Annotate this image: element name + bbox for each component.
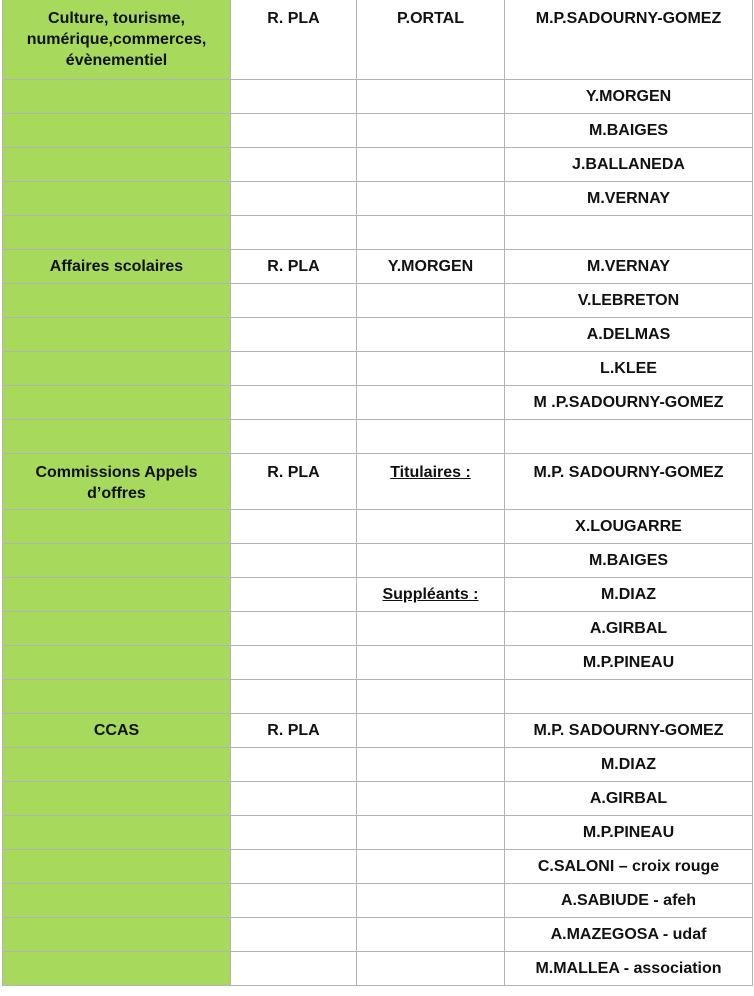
member-cell bbox=[505, 680, 753, 714]
vice-president-cell: Titulaires : bbox=[357, 454, 505, 510]
member-cell: J.BALLANEDA bbox=[505, 148, 753, 182]
vice-president-cell bbox=[357, 182, 505, 216]
member-cell bbox=[505, 216, 753, 250]
table-row bbox=[3, 578, 753, 612]
table-row bbox=[3, 454, 753, 510]
vice-president-cell bbox=[357, 510, 505, 544]
president-cell bbox=[231, 80, 357, 114]
vice-president-cell bbox=[357, 714, 505, 748]
president-cell: R. PLA bbox=[231, 250, 357, 284]
table-row bbox=[3, 646, 753, 680]
member-cell: A.GIRBAL bbox=[505, 612, 753, 646]
member-cell: M.MALLEA - association bbox=[505, 952, 753, 986]
member-cell: M.P.SADOURNY-GOMEZ bbox=[505, 0, 753, 80]
member-cell: L.KLEE bbox=[505, 352, 753, 386]
category-cell bbox=[3, 148, 231, 182]
category-cell bbox=[3, 680, 231, 714]
vice-president-cell bbox=[357, 952, 505, 986]
table-row bbox=[3, 114, 753, 148]
category-cell bbox=[3, 578, 231, 612]
table-row bbox=[3, 884, 753, 918]
president-cell: R. PLA bbox=[231, 714, 357, 748]
president-cell: R. PLA bbox=[231, 0, 357, 80]
member-cell: M.P.PINEAU bbox=[505, 816, 753, 850]
category-cell bbox=[3, 612, 231, 646]
table-row bbox=[3, 952, 753, 986]
table-row bbox=[3, 250, 753, 284]
president-cell bbox=[231, 884, 357, 918]
category-cell bbox=[3, 884, 231, 918]
table-body bbox=[3, 0, 753, 986]
category-cell bbox=[3, 646, 231, 680]
member-cell: M.DIAZ bbox=[505, 578, 753, 612]
vice-president-cell bbox=[357, 884, 505, 918]
member-cell: A.SABIUDE - afeh bbox=[505, 884, 753, 918]
category-cell bbox=[3, 918, 231, 952]
vice-president-cell bbox=[357, 680, 505, 714]
president-cell bbox=[231, 148, 357, 182]
president-cell bbox=[231, 680, 357, 714]
table-row bbox=[3, 918, 753, 952]
vice-president-cell bbox=[357, 318, 505, 352]
category-cell: Commissions Appels d’offres bbox=[3, 454, 231, 510]
category-cell bbox=[3, 782, 231, 816]
category-cell bbox=[3, 284, 231, 318]
president-cell bbox=[231, 850, 357, 884]
vice-president-cell bbox=[357, 918, 505, 952]
president-cell bbox=[231, 612, 357, 646]
member-cell: M .P.SADOURNY-GOMEZ bbox=[505, 386, 753, 420]
member-cell: V.LEBRETON bbox=[505, 284, 753, 318]
president-cell bbox=[231, 510, 357, 544]
member-cell: M.DIAZ bbox=[505, 748, 753, 782]
table-row bbox=[3, 816, 753, 850]
president-cell bbox=[231, 952, 357, 986]
vice-president-cell: P.ORTAL bbox=[357, 0, 505, 80]
vice-president-cell bbox=[357, 544, 505, 578]
vice-president-cell bbox=[357, 816, 505, 850]
member-cell: C.SALONI – croix rouge bbox=[505, 850, 753, 884]
table-row bbox=[3, 782, 753, 816]
table-row bbox=[3, 386, 753, 420]
member-cell: M.VERNAY bbox=[505, 182, 753, 216]
vice-president-cell: Y.MORGEN bbox=[357, 250, 505, 284]
table-row bbox=[3, 148, 753, 182]
table-row bbox=[3, 748, 753, 782]
president-cell bbox=[231, 216, 357, 250]
member-cell: A.GIRBAL bbox=[505, 782, 753, 816]
category-cell bbox=[3, 748, 231, 782]
table-row bbox=[3, 352, 753, 386]
vice-president-cell: Suppléants : bbox=[357, 578, 505, 612]
category-cell bbox=[3, 952, 231, 986]
category-cell bbox=[3, 352, 231, 386]
vice-president-cell bbox=[357, 420, 505, 454]
member-cell: X.LOUGARRE bbox=[505, 510, 753, 544]
category-cell bbox=[3, 850, 231, 884]
member-cell: Y.MORGEN bbox=[505, 80, 753, 114]
president-cell bbox=[231, 114, 357, 148]
table-row bbox=[3, 420, 753, 454]
vice-president-cell bbox=[357, 352, 505, 386]
table-row bbox=[3, 284, 753, 318]
category-cell: CCAS bbox=[3, 714, 231, 748]
president-cell bbox=[231, 646, 357, 680]
member-cell: A.DELMAS bbox=[505, 318, 753, 352]
vice-president-cell bbox=[357, 612, 505, 646]
category-cell bbox=[3, 182, 231, 216]
table-row bbox=[3, 80, 753, 114]
president-cell bbox=[231, 318, 357, 352]
table-row bbox=[3, 0, 753, 80]
vice-president-cell bbox=[357, 850, 505, 884]
category-cell bbox=[3, 114, 231, 148]
president-cell bbox=[231, 284, 357, 318]
president-cell bbox=[231, 544, 357, 578]
vice-president-cell bbox=[357, 284, 505, 318]
president-cell bbox=[231, 386, 357, 420]
president-cell: R. PLA bbox=[231, 454, 357, 510]
table-row bbox=[3, 510, 753, 544]
table-row bbox=[3, 544, 753, 578]
category-cell bbox=[3, 544, 231, 578]
table-row bbox=[3, 216, 753, 250]
member-cell bbox=[505, 420, 753, 454]
member-cell: M.BAIGES bbox=[505, 544, 753, 578]
category-cell bbox=[3, 510, 231, 544]
president-cell bbox=[231, 748, 357, 782]
table-row bbox=[3, 680, 753, 714]
vice-president-cell bbox=[357, 782, 505, 816]
member-cell: M.P.PINEAU bbox=[505, 646, 753, 680]
vice-president-cell bbox=[357, 748, 505, 782]
vice-president-cell bbox=[357, 216, 505, 250]
president-cell bbox=[231, 420, 357, 454]
vice-president-cell bbox=[357, 114, 505, 148]
president-cell bbox=[231, 352, 357, 386]
category-cell: Culture, tourisme, numérique,commerces, évènementiel bbox=[3, 0, 231, 80]
president-cell bbox=[231, 578, 357, 612]
table-row bbox=[3, 850, 753, 884]
member-cell: A.MAZEGOSA - udaf bbox=[505, 918, 753, 952]
category-cell: Affaires scolaires bbox=[3, 250, 231, 284]
member-cell: M.P. SADOURNY-GOMEZ bbox=[505, 454, 753, 510]
table-row bbox=[3, 318, 753, 352]
president-cell bbox=[231, 918, 357, 952]
commissions-table bbox=[2, 0, 753, 986]
category-cell bbox=[3, 386, 231, 420]
president-cell bbox=[231, 182, 357, 216]
vice-president-cell bbox=[357, 646, 505, 680]
president-cell bbox=[231, 816, 357, 850]
vice-president-cell bbox=[357, 148, 505, 182]
vice-president-cell bbox=[357, 386, 505, 420]
category-cell bbox=[3, 420, 231, 454]
category-cell bbox=[3, 216, 231, 250]
table-row bbox=[3, 182, 753, 216]
category-cell bbox=[3, 80, 231, 114]
member-cell: M.P. SADOURNY-GOMEZ bbox=[505, 714, 753, 748]
member-cell: M.BAIGES bbox=[505, 114, 753, 148]
president-cell bbox=[231, 782, 357, 816]
category-cell bbox=[3, 318, 231, 352]
table-row bbox=[3, 612, 753, 646]
member-cell: M.VERNAY bbox=[505, 250, 753, 284]
table-row bbox=[3, 714, 753, 748]
vice-president-cell bbox=[357, 80, 505, 114]
category-cell bbox=[3, 816, 231, 850]
